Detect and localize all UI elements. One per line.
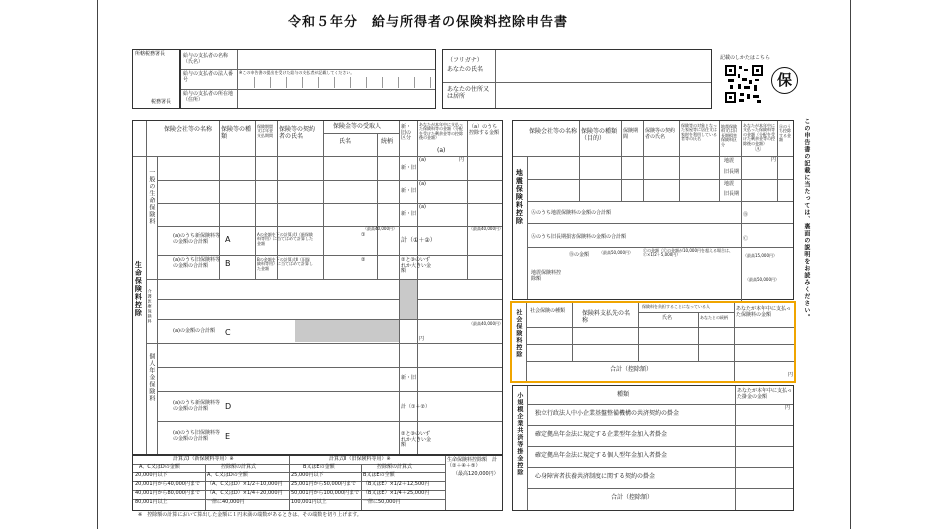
- col-company: 保険会社等の名称: [163, 126, 212, 133]
- payer-address-field[interactable]: [239, 91, 435, 107]
- payer-corp-label: 給与の支払者の法人番号: [183, 71, 234, 83]
- eq-sub1: Ⓐのうち地震保険料の金額の合計額: [531, 210, 612, 216]
- new-old-2[interactable]: 新・旧: [401, 188, 417, 194]
- small-biz-row-1: 独立行政法人中小企業基盤整備機構の共済契約の掛金: [535, 410, 680, 417]
- small-biz-row-3: 確定拠出年金法に規定する個人型年金加入者掛金: [535, 452, 668, 459]
- sub-b-label: (a)のうち旧保険料等の金額の合計額: [173, 257, 220, 269]
- your-name-field[interactable]: [497, 52, 709, 80]
- eq-kind-2b[interactable]: 旧長期: [724, 191, 740, 197]
- medical-label: 介護医療保険料: [147, 289, 153, 324]
- payer-name-field[interactable]: [239, 51, 435, 68]
- life-total-label: 生命保険料控除額 計（②＋④＋⑤）: [447, 457, 498, 469]
- letter-a: A: [225, 235, 231, 244]
- formula1-range-1: 20,001円から40,000円まで: [135, 481, 200, 487]
- eq-calc-max1: （最高50,000円）: [599, 250, 633, 255]
- formula2-calc-1: （B又はE）×1/2＋12,500円: [363, 481, 430, 487]
- formula-head-1: 計算式Ⅰ（新保険料等用）※: [173, 456, 234, 462]
- amount-a-1-mark: (a): [419, 157, 426, 163]
- pension-label: 個人年金保険料: [147, 353, 155, 402]
- formula2-calc-0: B又はEの全額: [363, 472, 395, 478]
- pick-label: ②と③のいずれか大きい金額: [401, 257, 432, 274]
- furigana-label: （フリガナ）: [447, 57, 483, 64]
- eq-calc-label: 地震保険料控除額: [531, 270, 562, 282]
- formula1-calc-3: 一律に40,000円: [207, 499, 245, 505]
- eq-calc-c: Ⓒの金額（Ⓒの金額が10,000円を超える場合は、Ⓒ×1/2＋5,000円）: [643, 248, 733, 258]
- circled-1: ①: [361, 232, 366, 238]
- sum-label: 計（①＋②）: [401, 237, 436, 244]
- small-biz-row-2: 確定拠出年金法に規定する企業型年金加入者掛金: [535, 431, 668, 438]
- payer-address-label: 給与の支払者の所在地（住所）: [183, 91, 234, 103]
- small-biz-section: [512, 385, 794, 511]
- new-old-3[interactable]: 新・旧: [401, 211, 417, 217]
- eq-col-period: 保険期間: [623, 128, 639, 140]
- formula1-range-2: 40,001円から80,000円まで: [135, 490, 200, 496]
- tax-office-label: 所轄税務署長: [135, 51, 166, 57]
- your-address-label: あなたの住所又は居所: [447, 86, 490, 100]
- formula2-range-3: 100,001円以上: [291, 499, 327, 505]
- eq-col-insured: 保険等の対象となった家屋等に居住又は家財を利用している者等の氏名: [681, 123, 717, 142]
- eq-col-amount: あなたが本年中に支払った保険料等の金額（分配を受けた剰余金等の控除後の金額）: [743, 123, 775, 146]
- small-biz-section-label: 小規模企業共済等掛金控除: [515, 392, 523, 476]
- social-insurance-section[interactable]: [510, 301, 796, 383]
- formula2-calc-2: （B又はE）×1/4＋25,000円: [363, 490, 430, 496]
- earthquake-section: [512, 120, 794, 300]
- eq-sub2: Ⓐのうち旧長期損害保険料の金額の合計額: [531, 234, 627, 240]
- formula-col-a: A、C又はDの金額: [139, 464, 180, 470]
- sub-c-label: (a)の金額の合計額: [173, 328, 215, 334]
- tax-office-suffix: 税務署長: [151, 99, 172, 105]
- social-yen: 円: [788, 372, 794, 378]
- letter-b: B: [225, 259, 231, 268]
- social-col-amount: あなたが本年中に支払った保険料の金額: [736, 306, 792, 318]
- form-sheet: [97, 0, 851, 529]
- social-col-payee: 保険料支払先の名称: [582, 310, 631, 324]
- your-name-label: あなたの氏名: [447, 66, 484, 73]
- formula-head-2: 計算式Ⅱ（旧保険料等用）※: [329, 456, 391, 462]
- eq-mark-b: Ⓑ: [743, 212, 749, 218]
- formula1-calc-2: （A、C又はD）×1/4＋20,000円: [207, 490, 283, 496]
- tax-office-box[interactable]: [132, 49, 180, 109]
- payer-corp-field[interactable]: [239, 77, 435, 88]
- calc-old-label: Bの金額を下の計算式Ⅱ（旧保険料等用）に当てはめて計算した金額: [257, 257, 313, 271]
- max-40000-1: （最高40,000円）: [363, 226, 397, 231]
- eq-mark-c: Ⓒ: [743, 236, 749, 242]
- max-40000-2: （最高40,000円）: [469, 226, 503, 231]
- payer-name-label: 給与の支払者の名称（氏名）: [183, 53, 229, 65]
- eq-calc-b: Ⓑの金額: [569, 252, 590, 258]
- social-total-label: 合計（控除額）: [610, 366, 653, 373]
- earthquake-section-label: 地震保険料控除: [515, 169, 524, 225]
- formula2-range-0: 25,000円以下: [291, 472, 324, 478]
- formula-col-b: B又はEの金額: [303, 464, 335, 470]
- qr-caption: 記載のしかたはこちら: [720, 55, 771, 61]
- sub-e-label: (a)のうち旧保険料等の金額の合計額: [173, 430, 220, 442]
- letter-c: C: [225, 328, 231, 337]
- eq-calc-max2: （最高15,000円）: [743, 253, 777, 258]
- payer-corp-note: ※この申告書の提出を受けた給与の支払者が記載してください。: [239, 70, 355, 75]
- yen-1: 円: [459, 157, 465, 163]
- max-120000: （最高120,000円）: [453, 471, 499, 477]
- new-old-1[interactable]: 新・旧: [401, 165, 417, 171]
- life-section-label: 生命保険料控除: [134, 261, 143, 317]
- eq-col-type: 保険等の種類（目的）: [581, 128, 618, 142]
- sub-a-label: (a)のうち新保険料等の金額の合計額: [173, 233, 220, 245]
- formula1-range-3: 80,001円以上: [135, 499, 168, 505]
- social-section-label: 社会保険料控除: [514, 309, 522, 358]
- max-40000-c: （最高40,000円）: [469, 321, 503, 326]
- small-biz-total-label: 合計（控除額）: [611, 494, 654, 501]
- formula1-calc-1: （A、C又はD）×1/2＋10,000円: [207, 481, 283, 487]
- stamp-circle: 保: [771, 67, 798, 94]
- formula-table: [132, 455, 503, 511]
- sub-d-label: (a)のうち新保険料等の金額の合計額: [173, 400, 220, 412]
- qr-code[interactable]: [724, 64, 764, 104]
- formula-note: ※ 控除額の計算において算出した金額に１円未満の端数があるときは、その端数を切り上げます。: [138, 512, 362, 518]
- eq-kind-1b[interactable]: 旧長期: [724, 169, 740, 175]
- col-deductible: （a）のうち控除する金額: [469, 124, 500, 136]
- formula-col-calc: 控除額の計算式: [221, 464, 257, 470]
- eq-kind-1a[interactable]: 地震: [724, 158, 735, 164]
- social-col-bearer: 保険料を負担することになっている人: [642, 304, 710, 309]
- col-amount-a: (a): [437, 147, 446, 154]
- sum-label-2: 計（①＋②）: [401, 404, 430, 410]
- life-insurance-section: [132, 120, 503, 455]
- new-old-p1[interactable]: 新・旧: [401, 375, 417, 381]
- formula2-range-1: 25,001円から50,000円まで: [291, 481, 356, 487]
- eq-yen: 円: [771, 157, 777, 163]
- social-col-bearer-name: 氏名: [662, 315, 673, 321]
- col-type: 保険等の種類: [221, 126, 252, 140]
- formula2-range-2: 50,001円から100,000円まで: [291, 490, 360, 496]
- small-biz-col-amount: あなたが本年中に支払った掛金の金額: [737, 388, 793, 400]
- col-period: 保険期間又は年金支払期間: [257, 124, 273, 138]
- yen-c: 円: [419, 336, 425, 342]
- formula-col-calc2: 控除額の計算式: [377, 464, 413, 470]
- col-recipient-name: 氏名: [339, 138, 352, 145]
- eq-col-contractor: 保険等の契約者の氏名: [645, 128, 676, 140]
- eq-col-company: 保険会社等の名称: [529, 128, 578, 135]
- amount-a-3-mark: (a): [419, 204, 426, 210]
- letter-e: E: [225, 432, 231, 441]
- form-title: 令和５年分 給与所得者の保険料控除申告書: [288, 15, 569, 30]
- applicant-box: [442, 49, 712, 109]
- small-biz-row-4: 心身障害者扶養共済制度に関する契約の掛金: [535, 473, 656, 480]
- social-col-bearer-rel: あなたとの続柄: [700, 315, 728, 320]
- col-contractor: 保険等の契約者の氏名: [279, 126, 316, 140]
- your-address-field[interactable]: [497, 84, 709, 106]
- eq-col-kind: 地震保険料又は旧長期損害保険料区分: [721, 124, 737, 147]
- circled-2: ②: [361, 257, 366, 263]
- col-recipient-rel: 続柄: [381, 138, 394, 145]
- calc-new-label: Aの金額を下の計算式Ⅰ（新保険料等用）に当てはめて計算した金額: [257, 232, 313, 246]
- formula1-range-0: 20,000円以下: [135, 472, 168, 478]
- formula1-calc-0: A、C又はDの全額: [207, 472, 248, 478]
- amount-a-2-mark: (a): [419, 181, 426, 187]
- eq-col-amount-a: Ⓐ: [755, 146, 762, 153]
- eq-calc-max3: （最高50,000円）: [745, 277, 779, 282]
- formula2-calc-3: 一律に50,000円: [363, 499, 401, 505]
- small-biz-yen: 円: [785, 405, 791, 411]
- col-amount: あなたが本年中に支払った保険料等の金額（分配を受けた剰余金等の控除後の金額）: [419, 122, 463, 141]
- general-label: 一般の生命保険料: [147, 169, 155, 225]
- col-recipient: 保険金等の受取人: [333, 123, 382, 130]
- col-new-old: 新・旧の区分: [401, 124, 412, 141]
- pick-label-2: ②と③のいずれか大きい金額: [401, 431, 432, 448]
- eq-col-deduct: Ⓐのうち控除する金額: [779, 124, 791, 143]
- small-biz-col-type: 種類: [617, 391, 630, 398]
- eq-kind-2a[interactable]: 地震: [724, 181, 735, 187]
- side-note: この申告書の記載に当たっては、裏面の説明をお読みください。: [802, 118, 810, 321]
- letter-d: D: [225, 402, 232, 411]
- payer-box: [180, 49, 436, 109]
- social-col-type: 社会保険の種類: [530, 308, 566, 314]
